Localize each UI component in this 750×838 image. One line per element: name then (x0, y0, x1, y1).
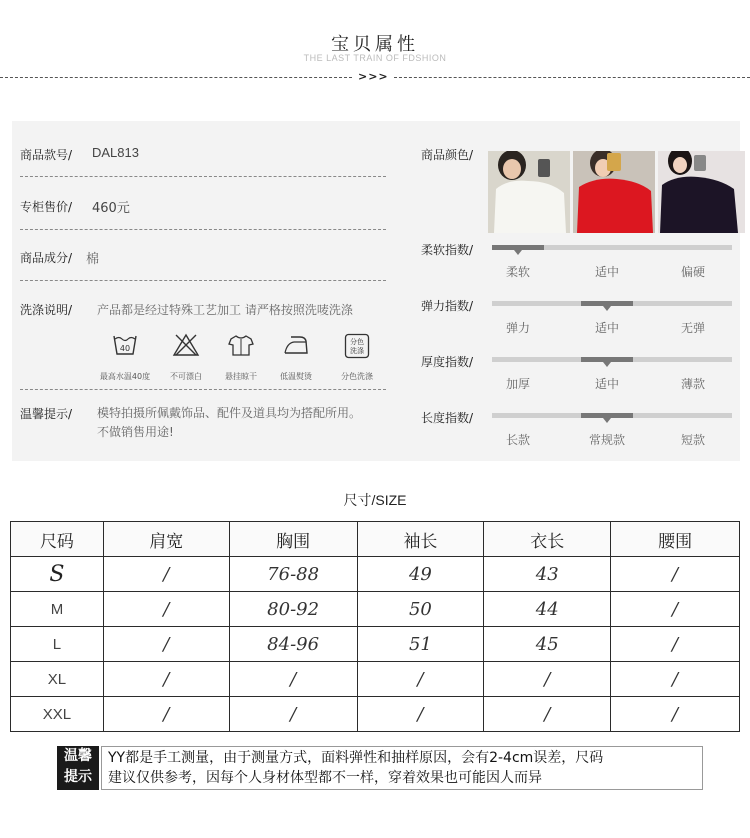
scale-option: 适中 (594, 265, 619, 279)
table-cell: 45 (484, 627, 611, 662)
header-length: 衣长 (484, 522, 611, 557)
tips-text-2: 不做销售用途! (97, 425, 174, 439)
scale-option: 无弹 (680, 321, 705, 335)
arrows-icon: >>> (358, 70, 389, 83)
scale-option: 短款 (680, 433, 705, 447)
material-label: 商品成分/ (20, 251, 73, 265)
notice-box (101, 746, 703, 790)
scale-option: 薄款 (680, 377, 705, 391)
notice-line-1: YY都是手工测量，由于测量方式，面料弹性和抽样原因，会有2-4cm误差，尺码 (108, 750, 604, 766)
divider-right (394, 77, 750, 78)
wash-caption: 悬挂晾干 (225, 372, 257, 381)
low-iron-icon (264, 333, 328, 361)
notice-tag-line2: 提示 (64, 769, 92, 785)
style-no-label: 商品款号/ (20, 148, 73, 162)
table-cell: / (611, 697, 740, 732)
header-chest: 胸围 (229, 522, 357, 557)
table-cell: S (11, 557, 104, 592)
table-cell: / (103, 627, 229, 662)
scale-label: 弹力指数/ (421, 299, 474, 313)
color-swatch-red[interactable] (573, 151, 655, 233)
header-shoulder: 肩宽 (103, 522, 229, 557)
table-cell: 84-96 (229, 627, 357, 662)
table-cell: 49 (357, 557, 484, 592)
table-cell: 76-88 (229, 557, 357, 592)
table-cell: 43 (484, 557, 611, 592)
table-cell: / (103, 697, 229, 732)
table-cell: / (611, 592, 740, 627)
header-waist: 腰围 (611, 522, 740, 557)
table-cell: 51 (357, 627, 484, 662)
table-row (11, 557, 740, 592)
row-divider (20, 176, 386, 177)
table-cell: / (103, 557, 229, 592)
notice-tag-line1: 温馨 (64, 748, 92, 764)
svg-text:洗涤: 洗涤 (350, 347, 364, 355)
size-table (10, 521, 740, 732)
wash-caption: 低温熨烫 (280, 372, 312, 381)
scale-option: 弹力 (505, 321, 530, 335)
section-subtitle: THE LAST TRAIN OF FDSHION (303, 53, 447, 63)
price-value: 460元 (92, 201, 130, 216)
table-cell: XL (11, 662, 104, 697)
size-table-title: 尺寸/SIZE (343, 492, 407, 508)
table-cell: M (11, 592, 104, 627)
section-title: 宝贝属性 (331, 34, 419, 55)
scale-option: 常规款 (588, 433, 625, 447)
wash-40-icon (93, 333, 157, 361)
wash-label: 洗涤说明/ (20, 303, 73, 317)
table-cell: / (229, 662, 357, 697)
notice-tag (57, 746, 99, 790)
wash-caption: 不可漂白 (170, 372, 202, 381)
scale-label: 厚度指数/ (421, 355, 474, 369)
divider-left (0, 77, 352, 78)
table-cell: / (611, 627, 740, 662)
scale-option: 长款 (505, 433, 530, 447)
table-row (11, 697, 740, 732)
scale-option: 适中 (594, 321, 619, 335)
tips-label: 温馨提示/ (20, 407, 73, 421)
tips-text-1: 模特拍摄所佩戴饰品、配件及道具均为搭配所用。 (97, 406, 362, 420)
wash-caption: 最高水温40度 (99, 372, 151, 381)
table-cell: / (484, 697, 611, 732)
wash-caption: 分色洗涤 (341, 372, 373, 381)
scale-label: 长度指数/ (421, 411, 474, 425)
style-no-value: DAL813 (92, 145, 139, 160)
notice-line-2: 建议仅供参考，因每个人身材体型都不一样，穿着效果也可能因人而异 (108, 770, 542, 786)
table-row (11, 662, 740, 697)
table-header-row (11, 522, 740, 557)
table-cell: 44 (484, 592, 611, 627)
table-cell: / (484, 662, 611, 697)
table-cell: / (357, 662, 484, 697)
row-divider (20, 280, 386, 281)
table-row (11, 592, 740, 627)
scale-pointer-icon (603, 306, 611, 311)
table-cell: XXL (11, 697, 104, 732)
price-label: 专柜售价/ (20, 200, 73, 214)
table-cell: 80-92 (229, 592, 357, 627)
table-cell: / (611, 662, 740, 697)
color-swatch-black[interactable] (658, 151, 745, 233)
scale-option: 加厚 (505, 377, 530, 391)
separate-wash-icon (325, 333, 389, 363)
table-cell: / (611, 557, 740, 592)
color-swatch-white[interactable] (488, 151, 570, 233)
table-cell: / (103, 662, 229, 697)
color-label: 商品颜色/ (421, 148, 474, 162)
scale-pointer-icon (603, 362, 611, 367)
table-cell: / (357, 697, 484, 732)
row-divider (20, 389, 386, 390)
header-size: 尺码 (11, 522, 104, 557)
scale-pointer-icon (514, 250, 522, 255)
table-cell: 50 (357, 592, 484, 627)
table-cell: / (229, 697, 357, 732)
material-value: 棉 (86, 252, 100, 267)
scale-pointer-icon (603, 418, 611, 423)
table-row (11, 627, 740, 662)
svg-text:分色: 分色 (350, 338, 364, 346)
wash-description: 产品都是经过特殊工艺加工 请严格按照洗唛洗涤 (97, 303, 353, 317)
scale-option: 柔软 (505, 265, 530, 279)
table-cell: L (11, 627, 104, 662)
svg-text:40: 40 (119, 344, 131, 353)
row-divider (20, 229, 386, 230)
header-sleeve: 袖长 (357, 522, 484, 557)
table-cell: / (103, 592, 229, 627)
scale-label: 柔软指数/ (421, 243, 474, 257)
scale-option: 适中 (594, 377, 619, 391)
scale-option: 偏硬 (680, 265, 705, 279)
